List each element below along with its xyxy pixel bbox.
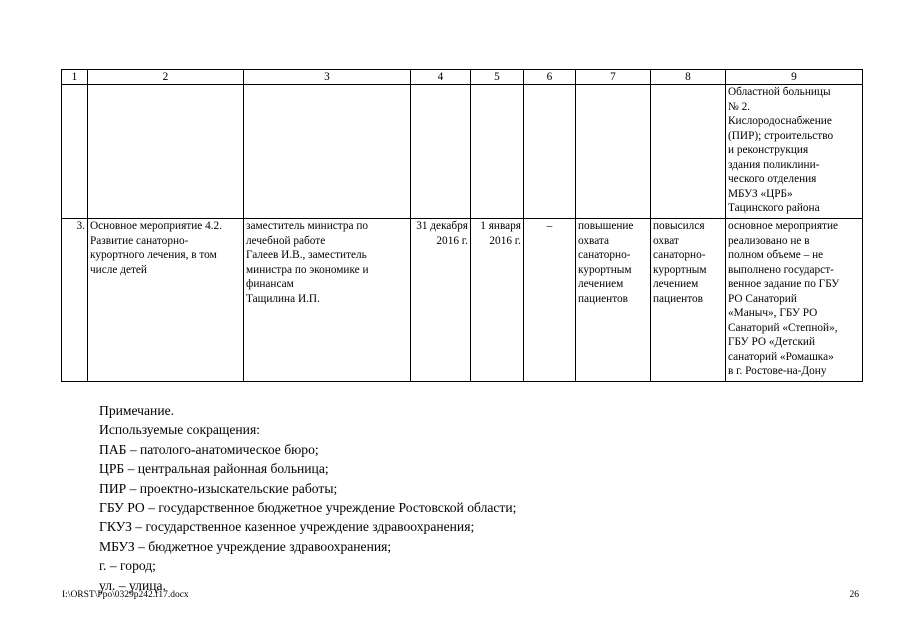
table-row <box>62 85 863 219</box>
result-cell: Областной больницы № 2. Кислородоснабжение (ПИР); строительство и реконструкция здания поликлини- ческого отделения МБУЗ «ЦРБ» Тацинского района <box>726 85 863 219</box>
abbreviation-item: МБУЗ – бюджетное учреждение здравоохранения; <box>99 538 392 554</box>
expected-result-cell: повышение охвата санаторно- курортным лечением пациентов <box>576 219 651 382</box>
planned-date-cell: 31 декабря 2016 г. <box>411 219 471 382</box>
column-number: 4 <box>411 70 471 85</box>
abbreviation-item: ПИР – проектно-изыскательские работы; <box>99 480 338 496</box>
abbreviation-item: ГКУЗ – государственное казенное учреждение здравоохранения; <box>99 519 475 535</box>
column-number: 5 <box>471 70 524 85</box>
column-number: 6 <box>524 70 576 85</box>
column-number: 1 <box>62 70 88 85</box>
abbreviations-heading: Используемые сокращения: <box>99 422 260 438</box>
result-cell: основное мероприятие реализовано не в полном объеме – не выполнено государст- венное задание по ГБУ РО Санаторий «Маныч», ГБУ РО Санаторий «Степной», ГБУ РО «Детский санаторий «Ромашка» в г. Ростове-на-Дону <box>726 219 863 382</box>
table-cell <box>651 85 726 219</box>
table-cell <box>244 85 411 219</box>
abbreviation-item: ЦРБ – центральная районная больница; <box>99 461 329 477</box>
abbreviation-item: г. – город; <box>99 558 156 574</box>
column-number: 3 <box>244 70 411 85</box>
actual-result-cell: повысился охват санаторно- курортным лечением пациентов <box>651 219 726 382</box>
abbreviation-item: ГБУ РО – государственное бюджетное учреждение Ростовской области; <box>99 500 517 516</box>
file-path: I:\ORST\Ppo\0329p242.f17.docx <box>62 590 189 600</box>
abbreviation-item: ПАБ – патолого-анатомическое бюро; <box>99 441 319 457</box>
table-header-row <box>62 70 863 85</box>
column-number: 2 <box>88 70 244 85</box>
column-number: 8 <box>651 70 726 85</box>
dash-cell: – <box>524 219 576 382</box>
responsible-cell: заместитель министра по лечебной работе Галеев И.В., заместитель министра по экономике и финансам Тащилина И.П. <box>244 219 411 382</box>
page-number: 26 <box>849 590 859 600</box>
activity-cell: Основное мероприятие 4.2. Развитие санаторно- курортного лечения, в том числе детей <box>88 219 244 382</box>
table-cell <box>88 85 244 219</box>
table-row <box>62 219 863 382</box>
start-date-cell: 1 января 2016 г. <box>471 219 524 382</box>
abbreviation-item: ул. – улица. <box>99 577 166 593</box>
table-cell <box>471 85 524 219</box>
column-number: 7 <box>576 70 651 85</box>
report-table <box>61 69 863 382</box>
notes-title: Примечание. <box>99 403 175 418</box>
table-cell <box>576 85 651 219</box>
table-cell <box>524 85 576 219</box>
table-cell <box>62 85 88 219</box>
notes-section <box>99 401 516 595</box>
row-number-cell: 3. <box>62 219 88 382</box>
column-number: 9 <box>726 70 863 85</box>
table-cell <box>411 85 471 219</box>
